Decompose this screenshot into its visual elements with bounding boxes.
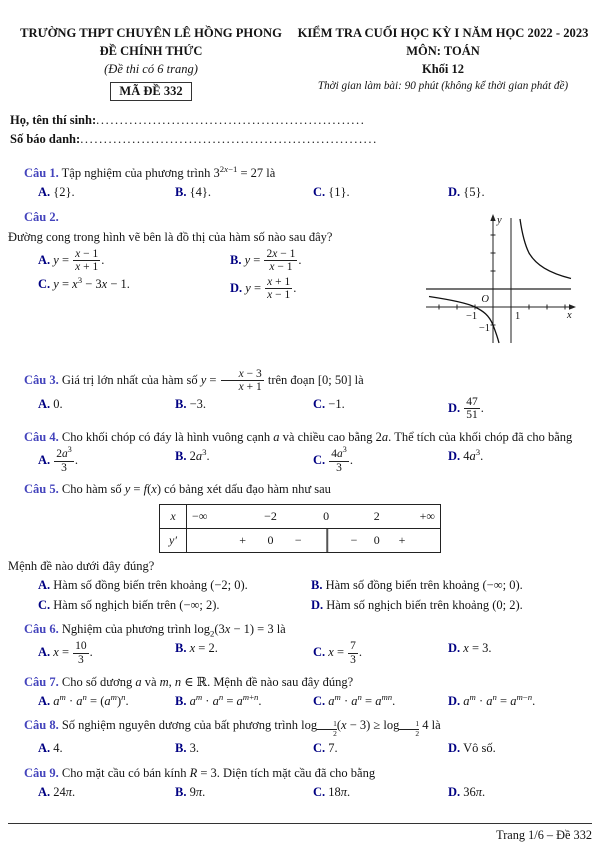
option-text: 9π.: [189, 784, 206, 799]
option-text: $y = x^3 - 3x - 1$.: [53, 274, 130, 291]
exam-title: KIỂM TRA CUỐI HỌC KỲ I NĂM HỌC 2022 - 2023: [297, 26, 589, 40]
exam-code-box-wrap: [8, 80, 294, 101]
question-label: Câu 7.: [24, 674, 59, 689]
option-letter: B.: [175, 641, 187, 656]
options-row: [8, 396, 592, 422]
option-letter: B.: [175, 396, 187, 411]
option-text: 0.: [53, 396, 63, 411]
option-letter: A.: [38, 645, 51, 660]
option-3-C: [313, 396, 448, 422]
option-text: x = 3.: [463, 641, 492, 656]
option-letter: B.: [175, 741, 187, 756]
question-heading: [8, 716, 592, 738]
function-graph: [422, 210, 580, 348]
option-text: 4.: [53, 741, 63, 756]
option-text: $2a^3$.: [189, 446, 210, 464]
option-letter: C.: [313, 693, 326, 708]
question-5: [8, 480, 592, 614]
question-9: [8, 764, 592, 802]
exam-code-box: MÃ ĐỀ 332: [110, 82, 191, 101]
question-heading: [8, 368, 592, 394]
question-label: Câu 1.: [24, 166, 59, 180]
options-row: [8, 740, 592, 758]
option-letter: B.: [230, 252, 242, 267]
option-text: $a^m \cdot a^n = a^{m+n}$.: [189, 691, 262, 708]
option-9-B: [175, 784, 313, 802]
option-text: 3.: [189, 741, 199, 756]
question-8: [8, 716, 592, 758]
option-letter: C.: [313, 185, 326, 199]
option-5-A: [38, 577, 311, 595]
pages-note: (Đề thi có 6 trang): [104, 62, 198, 76]
sign-table-row: [160, 529, 440, 552]
options-row: [8, 693, 592, 711]
option-letter: B.: [311, 578, 323, 593]
sign-table-separator-bar: [327, 529, 329, 552]
question-label: Câu 6.: [24, 622, 59, 637]
question-figure: [422, 210, 580, 348]
question-text: Đường cong trong hình vẽ bên là đồ thị của hàm số nào sau đây?: [8, 229, 333, 244]
option-7-A: [38, 693, 175, 711]
sign-table: [159, 504, 441, 553]
option-4-D: [448, 448, 592, 474]
option-text: $a^m \cdot a^n = a^{m-n}$.: [463, 691, 536, 708]
sign-table-row-cells: [187, 529, 440, 552]
option-3-B: [175, 396, 313, 422]
question-3: [8, 368, 592, 423]
option-letter: C.: [313, 396, 326, 411]
option-letter: D.: [448, 185, 461, 199]
option-7-C: [313, 693, 448, 711]
option-text: x = 2.: [189, 641, 218, 656]
options-row: [8, 577, 592, 614]
sign-table-cell: −∞: [192, 509, 208, 524]
options-row: [8, 784, 592, 802]
questions-list: [8, 164, 592, 801]
option-8-C: [313, 740, 448, 758]
question-subtext: Mệnh đề nào dưới đây đúng?: [8, 559, 155, 574]
option-letter: D.: [448, 641, 461, 656]
option-text: Hàm số nghịch biến trên khoảng (0; 2).: [326, 597, 523, 612]
option-8-A: [38, 740, 175, 758]
option-letter: D.: [448, 784, 461, 799]
option-text: {2}.: [53, 185, 75, 199]
option-text: $a^m \cdot a^n = (a^m)^n$.: [53, 691, 129, 708]
sign-table-cell: 2: [373, 509, 380, 524]
option-text: 36π.: [463, 784, 486, 799]
option-letter: B.: [175, 784, 187, 799]
option-9-D: [448, 784, 592, 802]
student-id-label: Số báo danh:: [10, 132, 81, 146]
sign-table-cell: +: [239, 533, 247, 548]
student-name-dotted-line: .........................................................: [96, 113, 366, 127]
x-axis-label: x: [567, 309, 572, 321]
official-exam-label: ĐỀ CHÍNH THỨC: [99, 44, 203, 58]
option-4-C: [313, 445, 448, 474]
option-2-A: [38, 248, 230, 274]
option-text: y = $\frac{2x - 1}{x - 1}$ .: [244, 247, 302, 274]
question-label: Câu 9.: [24, 765, 59, 780]
option-letter: D.: [230, 280, 243, 295]
question-text: Cho hàm số y = f(x) có bảng xét dấu đạo hàm như sau: [61, 482, 331, 497]
question-label: Câu 8.: [24, 718, 59, 733]
option-text: −3.: [189, 396, 207, 411]
options-row: [8, 248, 462, 303]
question-text: Cho mặt cầu có bán kính R = 3. Diện tích mặt cầu đã cho bằng: [61, 765, 376, 780]
option-letter: A.: [38, 693, 51, 708]
question-4: [8, 428, 592, 474]
x-axis-arrow: [569, 304, 576, 309]
question-heading: [8, 673, 592, 691]
option-text: x = $\frac{7}{3}$ .: [328, 640, 363, 666]
sign-table-row: [160, 505, 440, 529]
option-text: $\frac{47}{51}$ .: [466, 395, 484, 422]
option-letter: D.: [448, 400, 461, 415]
option-text: Vô số.: [463, 741, 496, 756]
option-text: {5}.: [463, 185, 485, 199]
sign-table-cell: −: [350, 533, 358, 548]
question-2: [8, 208, 592, 362]
header-right-block: [294, 26, 592, 104]
option-letter: A.: [38, 453, 51, 468]
question-text: Cho số dương a và m, n ∈ ℝ. Mệnh đề nào sau đây đúng?: [61, 674, 354, 689]
page-number: Trang 1/6 – Đề 332: [496, 828, 592, 842]
option-text: Hàm số đồng biến trên khoảng (−2; 0).: [53, 578, 248, 593]
option-text: 18π.: [328, 784, 351, 799]
option-4-B: [175, 448, 313, 474]
option-text: x = $\frac{10}{3}$ .: [53, 640, 93, 666]
sign-table-cell: 0: [323, 509, 330, 524]
question-heading: [8, 428, 592, 446]
options-row: [8, 184, 592, 202]
option-4-A: [38, 445, 175, 474]
sign-table-row-cells: [187, 505, 440, 528]
options-row: [8, 445, 592, 474]
option-1-D: [448, 184, 592, 202]
sign-table-cell: 0: [267, 533, 274, 548]
option-letter: A.: [38, 578, 51, 593]
option-letter: D.: [311, 597, 324, 612]
question-heading: [8, 164, 592, 182]
option-3-A: [38, 396, 175, 422]
option-letter: C.: [313, 645, 326, 660]
y-axis-arrow: [490, 214, 495, 221]
sign-table-cell: +∞: [419, 509, 435, 524]
x-tick-label-neg1: −1: [466, 310, 478, 322]
sign-table-row-label: x: [160, 505, 187, 528]
option-text: 24π.: [53, 784, 76, 799]
question-text: Giá trị lớn nhất của hàm số y = $\frac{x - 3}{x + 1}$ trên đoạn [0; 50] là: [61, 367, 364, 394]
option-letter: A.: [38, 741, 51, 756]
option-1-A: [38, 184, 175, 202]
option-5-C: [38, 597, 311, 615]
student-info-lines: [10, 113, 592, 151]
sign-table-row-label: y′: [160, 529, 187, 552]
question-1: [8, 164, 592, 202]
option-text: Hàm số đồng biến trên khoảng (−∞; 0).: [325, 578, 523, 593]
option-letter: C.: [313, 784, 326, 799]
option-6-C: [313, 640, 448, 666]
option-letter: A.: [38, 185, 51, 199]
question-heading: [8, 764, 592, 782]
option-text: 7.: [328, 741, 338, 756]
option-9-A: [38, 784, 175, 802]
option-8-B: [175, 740, 313, 758]
option-9-C: [313, 784, 448, 802]
option-text: $a^m \cdot a^n = a^{mn}$.: [328, 691, 396, 708]
option-letter: C.: [38, 276, 51, 291]
question-label: Câu 3.: [24, 372, 59, 387]
question-text: Cho khối chóp có đáy là hình vuông cạnh a và chiều cao bằng 2a. Thể tích của khối chóp đã cho bằng: [61, 430, 573, 445]
option-letter: B.: [175, 693, 187, 708]
curve-right-branch: [520, 219, 571, 279]
sign-table-cell: −: [294, 533, 302, 548]
option-letter: D.: [448, 449, 461, 464]
option-5-B: [311, 577, 592, 595]
option-7-B: [175, 693, 313, 711]
option-2-C: [38, 276, 230, 302]
option-6-D: [448, 640, 592, 666]
x-tick-label-1: 1: [515, 310, 521, 322]
subject-label: MÔN: TOÁN: [406, 44, 480, 58]
option-letter: C.: [313, 453, 326, 468]
y-tick-label-neg1: −1: [478, 322, 490, 334]
question-text: Tập nghiệm của phương trình $3^{2x-1} = 27$ là: [61, 163, 276, 180]
y-axis-label: y: [497, 214, 502, 226]
origin-label: O: [481, 293, 489, 305]
option-letter: A.: [38, 252, 51, 267]
option-letter: A.: [38, 784, 51, 799]
question-6: [8, 620, 592, 666]
sign-table-cell: +: [398, 533, 406, 548]
option-text: y = $\frac{x + 1}{x - 1}$ .: [245, 275, 297, 302]
option-8-D: [448, 740, 592, 758]
option-text: $4a^3$.: [463, 446, 484, 464]
student-name-line: [10, 113, 592, 132]
option-text: −1.: [328, 396, 345, 411]
option-letter: C.: [313, 741, 326, 756]
option-6-B: [175, 640, 313, 666]
option-letter: B.: [175, 185, 187, 199]
grade-label: Khối 12: [421, 62, 465, 76]
option-text: $\frac{4a^3}{3}$ .: [331, 445, 353, 474]
option-5-D: [311, 597, 592, 615]
option-1-B: [175, 184, 313, 202]
school-name: TRƯỜNG THPT CHUYÊN LÊ HỒNG PHONG: [20, 26, 282, 40]
header-left-block: [8, 26, 294, 104]
option-text: y = $\frac{x - 1}{x + 1}$ .: [53, 247, 105, 274]
option-1-C: [313, 184, 448, 202]
question-text: Số nghiệm nguyên dương của bất phương trình log $\frac{1}{2}$ (x − 3) ≥ log $\frac{1}{2}$ 4 là: [61, 718, 441, 738]
option-text: Hàm số nghịch biến trên (−∞; 2).: [53, 597, 220, 612]
option-letter: A.: [38, 396, 51, 411]
options-row: [8, 640, 592, 666]
student-id-dotted-line: ...............................................................: [80, 132, 378, 146]
sign-table-cell: −2: [264, 509, 277, 524]
option-letter: D.: [448, 693, 461, 708]
option-text: {1}.: [328, 185, 350, 199]
option-7-D: [448, 693, 592, 711]
question-label: Câu 4.: [24, 430, 59, 445]
exam-header: [8, 26, 592, 104]
student-id-line: [10, 132, 592, 151]
question-heading: [8, 480, 592, 498]
option-text: {4}.: [189, 185, 211, 199]
option-text: $\frac{2a^3}{3}$ .: [56, 445, 78, 474]
question-heading: [8, 620, 592, 638]
question-text: Nghiệm của phương trình $\log_2(3x - 1) = 3$ là: [61, 622, 286, 639]
option-6-A: [38, 640, 175, 666]
student-name-label: Họ, tên thí sinh:: [10, 113, 97, 127]
sign-table-cell: 0: [373, 533, 380, 548]
question-7: [8, 673, 592, 711]
question-label: Câu 2.: [24, 209, 59, 224]
page-footer: [8, 823, 592, 843]
duration-note: Thời gian làm bài: 90 phút (không kể thời gian phát đề): [317, 80, 569, 92]
option-letter: C.: [38, 597, 51, 612]
question-label: Câu 5.: [24, 482, 59, 497]
option-letter: B.: [175, 449, 187, 464]
option-3-D: [448, 396, 592, 422]
option-letter: D.: [448, 741, 461, 756]
